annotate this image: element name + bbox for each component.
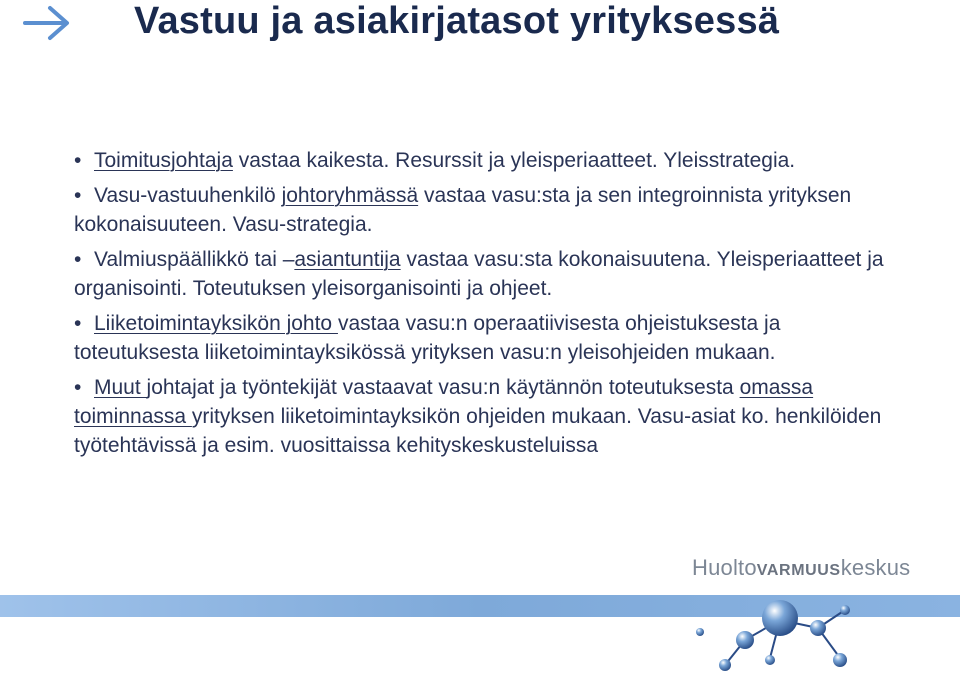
logo-part-1: Huolto [692,555,757,580]
slide-title: Vastuu ja asiakirjatasot yrityksessä [134,0,780,42]
underlined-term: Muut [94,376,147,399]
text-segment: johtajat ja työntekijät vastaavat vasu:n käytännön toteutuksesta [146,376,740,399]
bullet-paragraph [74,373,904,460]
bullet-paragraph [74,181,904,239]
underlined-term: asiantuntija [294,248,401,271]
bullet-paragraph [74,146,904,175]
text-segment: vastaa vasu:n operaatiivisesta ohjeistuksesta ja toteutuksesta liiketoimintayksikössä yrityksen vasu:n yleisohjeiden mukaan. [74,312,781,364]
underlined-term: Toimitusjohtaja [94,149,233,172]
text-segment: vastaa kaikesta. Resurssit ja yleisperiaatteet. Yleisstrategia. [232,149,796,172]
underlined-term: Liiketoimintayksikön johto [94,312,338,335]
bullet-paragraph [74,245,904,303]
logo-part-2: VARMUUS [756,562,841,579]
bullet-list [74,146,904,466]
right-arrow-icon [22,4,72,42]
bullet-paragraph [74,309,904,367]
bullet-marker: • [74,312,82,335]
bullet-marker: • [74,149,82,172]
logo-part-3: keskus [840,555,911,580]
underlined-term: johtoryhmässä [281,184,419,207]
bullet-marker: • [74,184,82,207]
underlined-term: omassa toiminnassa [74,376,814,428]
text-segment: Vasu-vastuuhenkilö [94,184,282,207]
bullet-marker: • [74,248,82,271]
logo-huoltovarmuuskeskus [692,555,910,581]
text-segment: yrityksen liiketoimintayksikön ohjeiden mukaan. Vasu-asiat ko. henkilöiden työtehtävissä ja esim. vuosittaissa kehityskeskusteluissa [74,405,882,457]
text-segment: Valmiuspäällikkö tai – [94,248,295,271]
text-segment: vastaa vasu:sta kokonaisuutena. Yleisperiaatteet ja organisointi. Toteutuksen yleisorganisointi ja ohjeet. [74,248,884,300]
bullet-marker: • [74,376,82,399]
text-segment: vastaa vasu:sta ja sen integroinnista yrityksen kokonaisuuteen. Vasu-strategia. [74,184,852,236]
